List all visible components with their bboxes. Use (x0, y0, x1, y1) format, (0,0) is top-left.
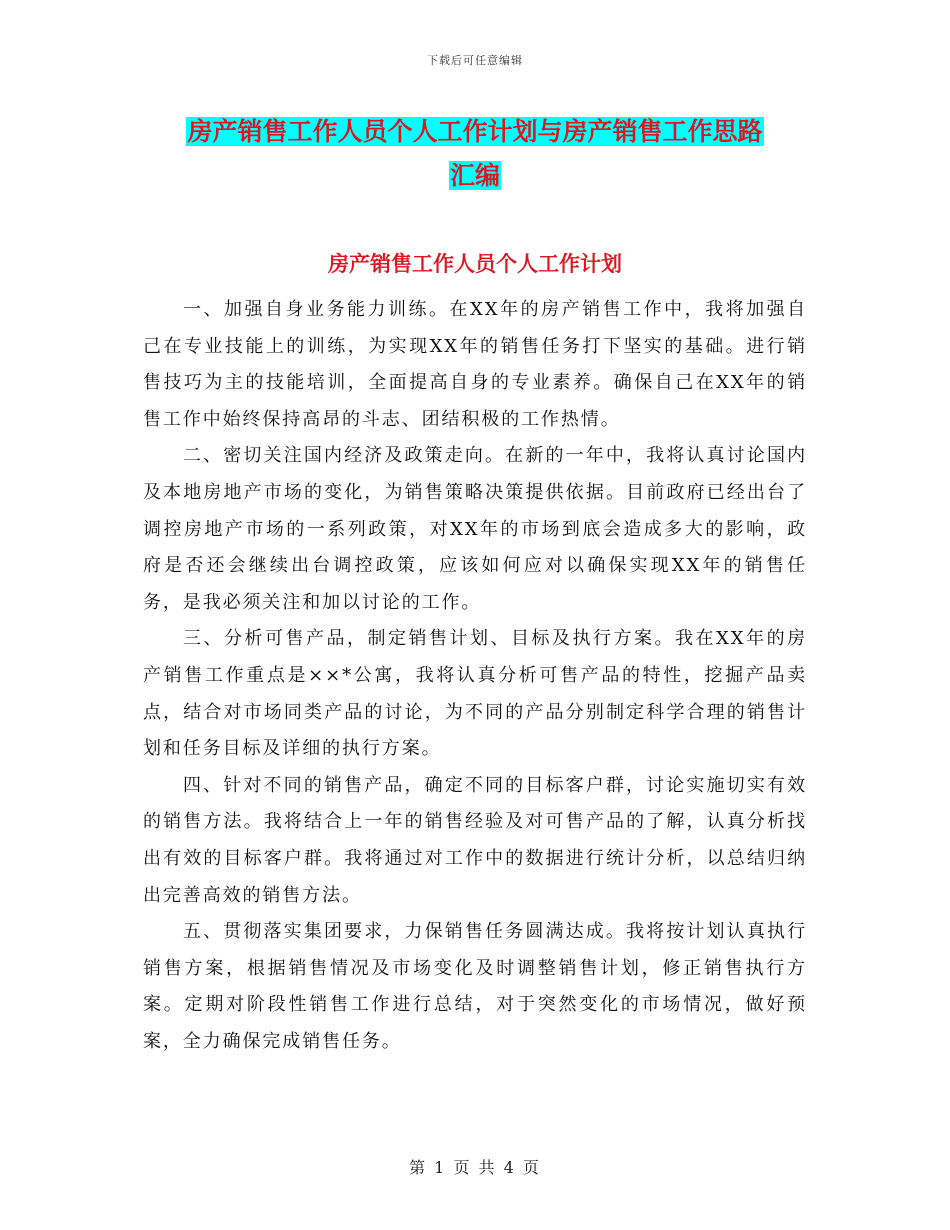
paragraph-2: 二、密切关注国内经济及政策走向。在新的一年中，我将认真讨论国内及本地房地产市场的变化，为销售策略决策提供依据。目前政府已经出台了调控房地产市场的一系列政策，对XX年的市场到底会造成多大的影响，政府是否还会继续出台调控政策，应该如何应对以确保实现XX年的销售任务，是我必须关注和加以讨论的工作。 (143, 445, 807, 613)
paragraph-5: 五、贯彻落实集团要求，力保销售任务圆满达成。我将按计划认真执行销售方案，根据销售情况及市场变化及时调整销售计划，修正销售执行方案。定期对阶段性销售工作进行总结，对于突然变化的市场情况，做好预案，全力确保完成销售任务。 (143, 921, 807, 1052)
paragraph-1: 一、加强自身业务能力训练。在XX年的房产销售工作中，我将加强自己在专业技能上的训练，为实现XX年的销售任务打下坚实的基础。进行销售技巧为主的技能培训，全面提高自身的专业素养。确保自己在XX年的销售工作中始终保持高昂的斗志、团结积极的工作热情。 (143, 299, 807, 430)
section-title: 房产销售工作人员个人工作计划 (328, 252, 622, 276)
header-note: 下载后可任意编辑 (427, 54, 523, 67)
body-text (143, 292, 807, 1060)
page-footer: 第 1 页 共 4 页 (409, 1158, 541, 1177)
document-title-line-2: 汇编 (449, 161, 500, 190)
paragraph-4: 四、针对不同的销售产品，确定不同的目标客户群，讨论实施切实有效的销售方法。我将结合上一年的销售经验及对可售产品的了解，认真分析找出有效的目标客户群。我将通过对工作中的数据进行统计分析，以总结归纳出完善高效的销售方法。 (143, 774, 807, 906)
paragraph-3: 三、分析可售产品，制定销售计划、目标及执行方案。我在XX年的房产销售工作重点是××*公寓，我将认真分析可售产品的特性，挖掘产品卖点，结合对市场同类产品的讨论，为不同的产品分别制定科学合理的销售计划和任务目标及详细的执行方案。 (143, 628, 807, 760)
document-title-line-1: 房产销售工作人员个人工作计划与房产销售工作思路 (187, 117, 763, 146)
document-title (0, 110, 950, 198)
